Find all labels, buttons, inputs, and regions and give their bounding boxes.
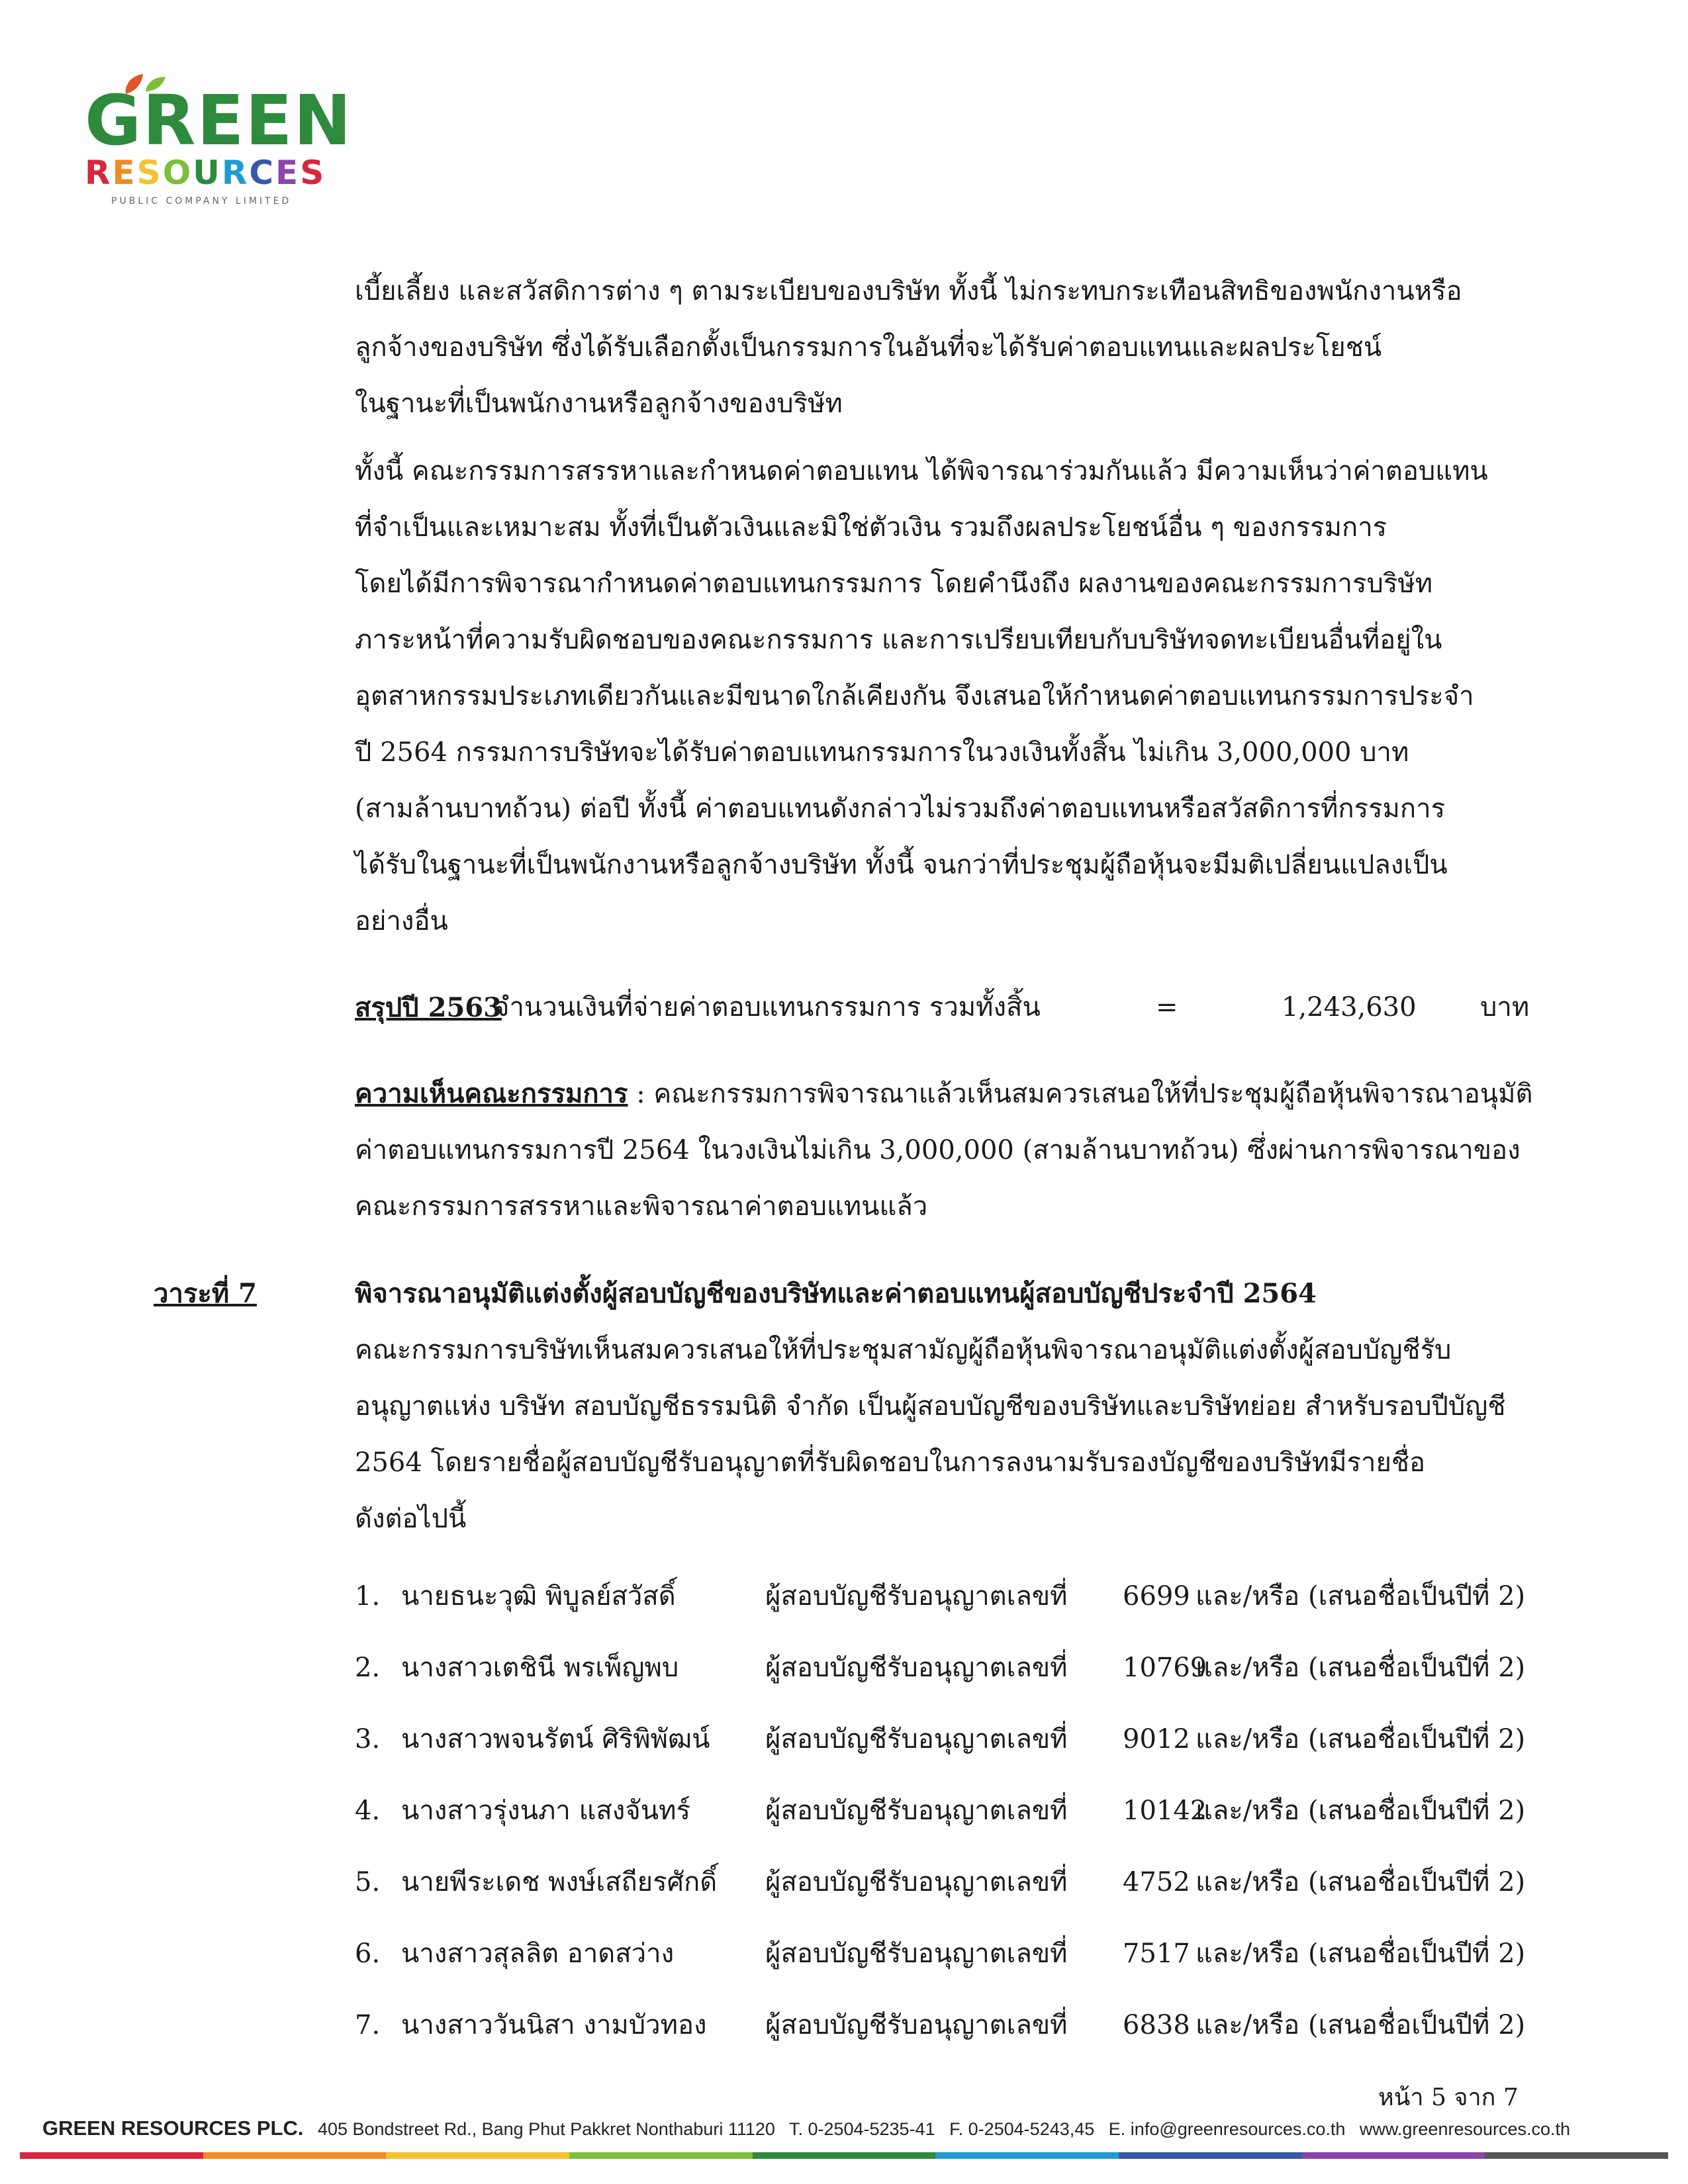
footer — [42, 2116, 1644, 2140]
text-line: ภาระหน้าที่ความรับผิดชอบของคณะกรรมการ และการเปรียบเทียบกับบริษัทจดทะเบียนอื่นที่อยู่ใน — [355, 625, 1442, 655]
text-line: ดังต่อไปนี้ — [355, 1504, 467, 1534]
auditor-number: 3. — [355, 1724, 381, 1754]
auditor-nomination: (เสนอชื่อเป็นปีที่ 2) — [1308, 1581, 1526, 1612]
text-line: เบี้ยเลี้ยง และสวัสดิการต่าง ๆ ตามระเบียบของบริษัท ทั้งนี้ ไม่กระทบกระเทือนสิทธิของพนักงานหรือ — [355, 276, 1462, 306]
footer-fax: F. 0-2504-5243,45 — [949, 2119, 1095, 2139]
auditor-license-label: ผู้สอบบัญชีรับอนุญาตเลขที่ — [765, 1867, 1068, 1897]
auditor-name: นางสาววันนิสา งามบัวทอง — [401, 2010, 707, 2040]
board-opinion-text: : คณะกรรมการพิจารณาแล้วเห็นสมควรเสนอให้ที่ประชุมผู้ถือหุ้นพิจารณาอนุมัติ — [628, 1079, 1533, 1109]
auditor-license-number: 10769 — [1123, 1653, 1207, 1683]
stripe-segment — [1302, 2152, 1485, 2159]
auditor-license-number: 6838 — [1123, 2010, 1190, 2040]
agenda-number: วาระที่ 7 — [154, 1278, 258, 1309]
stripe-segment — [1485, 2152, 1668, 2159]
auditor-andor: และ/หรือ — [1196, 1867, 1300, 1897]
logo-subtitle: PUBLIC COMPANY LIMITED — [111, 196, 292, 206]
auditor-number: 1. — [355, 1581, 381, 1612]
auditor-name: นางสาวพจนรัตน์ ศิริพิพัฒน์ — [401, 1724, 710, 1754]
text-line: อย่างอื่น — [355, 906, 448, 936]
auditor-row — [355, 1640, 1566, 1711]
auditor-license-number: 10142 — [1123, 1796, 1207, 1826]
text-line — [355, 1066, 1566, 1122]
auditor-andor: และ/หรือ — [1196, 1653, 1300, 1683]
agenda-title: พิจารณาอนุมัติแต่งตั้งผู้สอบบัญชีของบริษัทและค่าตอบแทนผู้สอบบัญชีประจำปี 2564 — [355, 1278, 1317, 1309]
summary-2563 — [355, 979, 1566, 1036]
auditor-license-label: ผู้สอบบัญชีรับอนุญาตเลขที่ — [765, 2010, 1068, 2040]
text-line: คณะกรรมการบริษัทเห็นสมควรเสนอให้ที่ประชุมสามัญผู้ถือหุ้นพิจารณาอนุมัติแต่งตั้งผู้สอบบัญชีรับ — [355, 1335, 1452, 1365]
auditor-nomination: (เสนอชื่อเป็นปีที่ 2) — [1308, 1724, 1526, 1754]
auditor-license-label: ผู้สอบบัญชีรับอนุญาตเลขที่ — [765, 1796, 1068, 1826]
paragraph-remuneration — [355, 443, 1566, 950]
text-line: อุตสาหกรรมประเภทเดียวกันและมีขนาดใกล้เคียงกัน จึงเสนอให้กำหนดค่าตอบแทนกรรมการประจำ — [355, 681, 1474, 711]
text-line: ที่จำเป็นและเหมาะสม ทั้งที่เป็นตัวเงินและมิใช่ตัวเงิน รวมถึงผลประโยชน์อื่น ๆ ของกรรมการ — [355, 512, 1387, 543]
text-line: ได้รับในฐานะที่เป็นพนักงานหรือลูกจ้างบริษัท ทั้งนี้ จนกว่าที่ประชุมผู้ถือหุ้นจะมีมติเปลี่ยนแปลงเป็น — [355, 850, 1448, 880]
auditor-name: นายพีระเดช พงษ์เสถียรศักดิ์ — [401, 1867, 718, 1897]
text-line: ลูกจ้างของบริษัท ซึ่งได้รับเลือกตั้งเป็นกรรมการในอันที่จะได้รับค่าตอบแทนและผลประโยชน์ — [355, 332, 1382, 363]
text-line: โดยได้มีการพิจารณากำหนดค่าตอบแทนกรรมการ โดยคำนึงถึง ผลงานของคณะกรรมการบริษัท — [355, 569, 1433, 599]
auditor-andor: และ/หรือ — [1196, 2010, 1300, 2040]
logo-wordmark-resources: RESOURCES — [85, 154, 326, 192]
summary-equals: = — [1156, 992, 1178, 1023]
text-line: ในฐานะที่เป็นพนักงานหรือลูกจ้างของบริษัท — [355, 388, 843, 419]
auditor-license-label: ผู้สอบบัญชีรับอนุญาตเลขที่ — [765, 1581, 1068, 1612]
footer-website[interactable]: www.greenresources.co.th — [1359, 2119, 1571, 2139]
stripe-segment — [386, 2152, 569, 2159]
footer-address: 405 Bondstreet Rd., Bang Phut Pakkret Nonthaburi 11120 — [317, 2119, 775, 2139]
auditor-nomination: (เสนอชื่อเป็นปีที่ 2) — [1308, 1796, 1526, 1826]
auditor-andor: และ/หรือ — [1196, 1581, 1300, 1612]
text-line: 2564 โดยรายชื่อผู้สอบบัญชีรับอนุญาตที่รับผิดชอบในการลงนามรับรองบัญชีของบริษัทมีรายชื่อ — [355, 1447, 1426, 1478]
footer-phone: T. 0-2504-5235-41 — [788, 2119, 935, 2139]
text-line: ปี 2564 กรรมการบริษัทจะได้รับค่าตอบแทนกรรมการในวงเงินทั้งสิ้น ไม่เกิน 3,000,000 บาท — [355, 737, 1409, 768]
auditor-name: นางสาวรุ่งนภา แสงจันทร์ — [401, 1796, 690, 1826]
auditor-name: นายธนะวุฒิ พิบูลย์สวัสดิ์ — [401, 1581, 676, 1612]
page-number: หน้า 5 จาก 7 — [1378, 2084, 1519, 2111]
text-line: ทั้งนี้ คณะกรรมการสรรหาและกำหนดค่าตอบแทน ได้พิจารณาร่วมกันแล้ว มีความเห็นว่าค่าตอบแทน — [355, 456, 1488, 486]
auditor-row — [355, 1569, 1566, 1640]
auditor-name: นางสาวเตชินี พรเพ็ญพบ — [401, 1653, 679, 1683]
auditor-row — [355, 1854, 1566, 1926]
stripe-segment — [569, 2152, 753, 2159]
stripe-segment — [20, 2152, 203, 2159]
auditor-number: 4. — [355, 1796, 381, 1826]
auditor-nomination: (เสนอชื่อเป็นปีที่ 2) — [1308, 2010, 1526, 2040]
summary-text: จำนวนเงินที่จ่ายค่าตอบแทนกรรมการ รวมทั้งสิ้น — [494, 992, 1041, 1023]
auditor-andor: และ/หรือ — [1196, 1796, 1300, 1826]
summary-label: สรุปปี 2563 — [355, 992, 502, 1023]
stripe-segment — [935, 2152, 1119, 2159]
summary-amount: 1,243,630 — [1282, 992, 1417, 1023]
text-line: คณะกรรมการสรรหาและพิจารณาค่าตอบแทนแล้ว — [355, 1191, 928, 1222]
stripe-segment — [1119, 2152, 1302, 2159]
auditor-license-label: ผู้สอบบัญชีรับอนุญาตเลขที่ — [765, 1938, 1068, 1969]
company-logo — [85, 71, 353, 210]
auditor-row — [355, 1783, 1566, 1854]
text-line: อนุญาตแห่ง บริษัท สอบบัญชีธรรมนิติ จำกัด เป็นผู้สอบบัญชีของบริษัทและบริษัทย่อย สำหรับรอบปีบัญชี — [355, 1391, 1506, 1422]
auditor-list — [355, 1569, 1566, 2069]
summary-unit: บาท — [1480, 992, 1530, 1023]
auditor-license-label: ผู้สอบบัญชีรับอนุญาตเลขที่ — [765, 1653, 1068, 1683]
auditor-row — [355, 1926, 1566, 1997]
auditor-row — [355, 1997, 1566, 2069]
auditor-license-number: 9012 — [1123, 1724, 1190, 1754]
auditor-license-number: 4752 — [1123, 1867, 1190, 1897]
auditor-name: นางสาวสุลลิต อาดสว่าง — [401, 1938, 675, 1969]
stripe-segment — [203, 2152, 387, 2159]
agenda-body — [355, 1322, 1566, 1547]
auditor-license-number: 7517 — [1123, 1938, 1190, 1969]
footer-email[interactable]: E. info@greenresources.co.th — [1108, 2119, 1346, 2139]
auditor-andor: และ/หรือ — [1196, 1938, 1300, 1969]
auditor-number: 5. — [355, 1867, 381, 1897]
paragraph-benefits — [355, 263, 1566, 432]
board-opinion — [355, 1066, 1566, 1235]
logo-wordmark-green: GREEN — [85, 80, 353, 161]
auditor-nomination: (เสนอชื่อเป็นปีที่ 2) — [1308, 1938, 1526, 1969]
auditor-nomination: (เสนอชื่อเป็นปีที่ 2) — [1308, 1867, 1526, 1897]
footer-color-stripe — [20, 2152, 1668, 2159]
auditor-number: 7. — [355, 2010, 381, 2040]
auditor-andor: และ/หรือ — [1196, 1724, 1300, 1754]
auditor-license-label: ผู้สอบบัญชีรับอนุญาตเลขที่ — [765, 1724, 1068, 1754]
auditor-row — [355, 1711, 1566, 1783]
auditor-license-number: 6699 — [1123, 1581, 1190, 1612]
text-line: (สามล้านบาทถ้วน) ต่อปี ทั้งนี้ ค่าตอบแทนดังกล่าวไม่รวมถึงค่าตอบแทนหรือสวัสดิการที่กรรมการ — [355, 794, 1446, 824]
footer-company: GREEN RESOURCES PLC. — [42, 2116, 304, 2140]
board-opinion-label: ความเห็นคณะกรรมการ — [355, 1078, 628, 1109]
stripe-segment — [753, 2152, 936, 2159]
auditor-number: 2. — [355, 1653, 381, 1683]
auditor-nomination: (เสนอชื่อเป็นปีที่ 2) — [1308, 1653, 1526, 1683]
text-line: ค่าตอบแทนกรรมการปี 2564 ในวงเงินไม่เกิน 3,000,000 (สามล้านบาทถ้วน) ซึ่งผ่านการพิจารณาของ — [355, 1135, 1521, 1165]
auditor-number: 6. — [355, 1938, 381, 1969]
